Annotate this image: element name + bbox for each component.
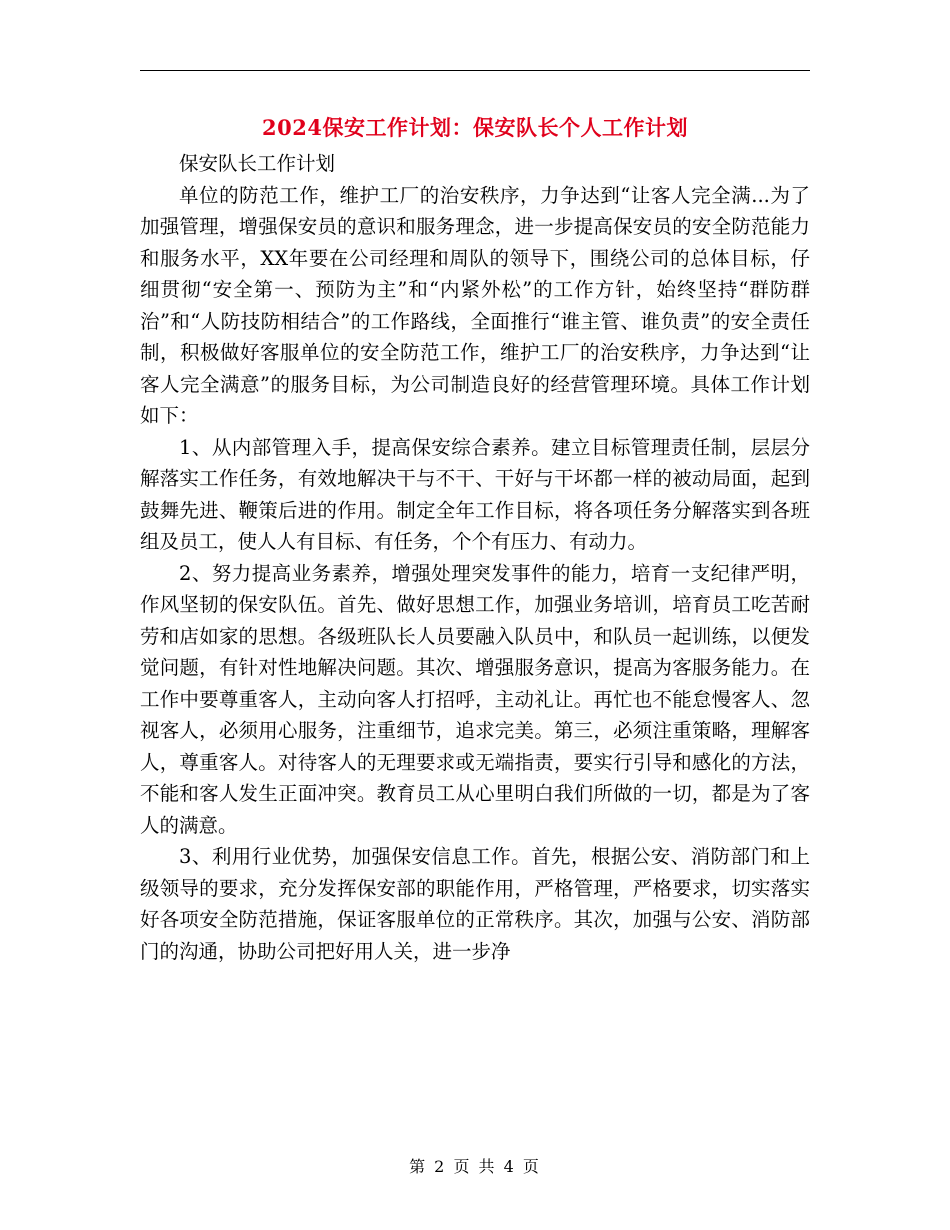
document-subtitle: 保安队长工作计划 [179,152,336,175]
paragraph-item-3: 3、利用行业优势，加强保安信息工作。首先，根据公安、消防部门和上级领导的要求，充分发挥保安部的职能作用，严格管理，严格要求，切实落实好各项安全防范措施，保证客服单位的正常秩序。其次，加强与公安、消防部门的沟通，协助公司把好用人关，进一步净 [140,845,810,963]
paragraph-item-2: 2、努力提高业务素养，增强处理突发事件的能力，培育一支纪律严明，作风坚韧的保安队伍。首先、做好思想工作，加强业务培训，培育员工吃苦耐劳和店如家的思想。各级班队长人员要融入队员中，和队员一起训练，以便发觉问题，有针对性地解决问题。其次、增强服务意识，提高为客服务能力。在工作中要尊重客人，主动向客人打招呼，主动礼让。再忙也不能怠慢客人、忽视客人，必须用心服务，注重细节，追求完美。第三，必须注重策略，理解客人，尊重客人。对待客人的无理要求或无端指责，要实行引导和感化的方法，不能和客人发生正面冲突。教育员工从心里明白我们所做的一切，都是为了客人的满意。 [140,561,810,837]
page-indicator: 第 2 页 共 4 页 [409,1157,541,1176]
header-rule [140,70,810,71]
document-body [140,148,810,967]
document-title: 2024保安工作计划：保安队长个人工作计划 [262,115,688,140]
paragraph-intro: 单位的防范工作，维护工厂的治安秩序，力争达到“让客人完全满...为了加强管理，增强保安员的意识和服务理念，进一步提高保安员的安全防范能力和服务水平，XX年要在公司经理和周队的领导下，围绕公司的总体目标，仔细贯彻“安全第一、预防为主”和“内紧外松”的工作方针，始终坚持“群防群治”和“人防技防相结合”的工作路线，全面推行“谁主管、谁负责”的安全责任制，积极做好客服单位的安全防范工作，维护工厂的治安秩序，力争达到“让客人完全满意”的服务目标，为公司制造良好的经营管理环境。具体工作计划如下： [140,183,810,427]
paragraph-item-1: 1、从内部管理入手，提高保安综合素养。建立目标管理责任制，层层分解落实工作任务，有效地解决干与不干、干好与干坏都一样的被动局面，起到鼓舞先进、鞭策后进的作用。制定全年工作目标，将各项任务分解落实到各班组及员工，使人人有目标、有任务，个个有压力、有动力。 [140,435,810,553]
